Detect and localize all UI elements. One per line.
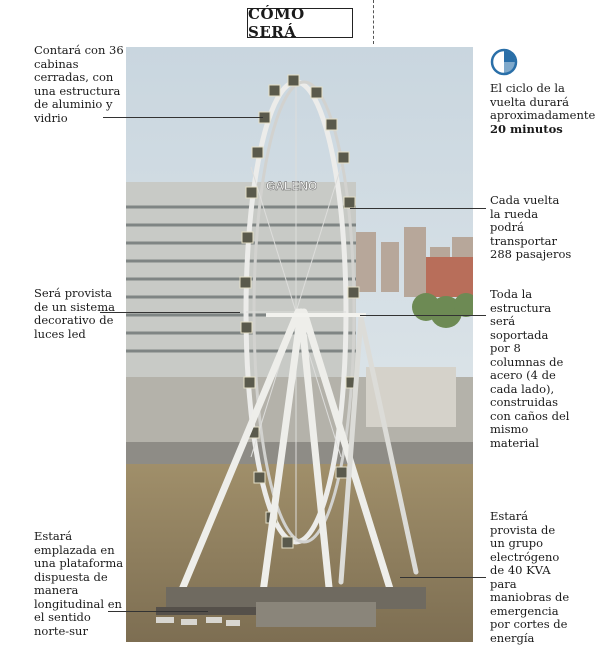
leader-passengers [350, 208, 486, 209]
note-cycle-time: 20 minutos [490, 121, 563, 136]
note-structure [490, 288, 570, 450]
note-generator-text: Estará provista de un grupo electrógeno de 40 KVA para maniobras de emergencia por cortes de energía [490, 509, 570, 645]
red-building [426, 257, 473, 297]
note-passengers [490, 194, 572, 262]
leader-structure [360, 315, 486, 316]
note-platform-text: Estará emplazada en una plataforma dispuesta de manera longitudinal en el sentido norte-sur [34, 529, 124, 638]
note-generator [490, 510, 572, 645]
ferris-wheel-photo [126, 47, 473, 642]
building-sign: GALENO [266, 179, 318, 193]
top-dashed-line [373, 0, 374, 44]
leader-generator [400, 577, 486, 578]
page-title [247, 5, 353, 41]
note-structure-text: Toda la estructura será soportada por 8 columnas de acero (4 de cada lado), construidas con caños del mismo material [490, 287, 570, 450]
leader-platform [108, 611, 208, 612]
note-cycle-text: El ciclo de la vuelta durará aproximadamente [490, 81, 596, 122]
clock-icon [490, 48, 518, 76]
note-leds-text: Será provista de un sistema decorativo de luces led [34, 286, 115, 341]
leader-leds [100, 312, 240, 313]
note-cabins-text: Contará con 36 cabinas cerradas, con una estructura de aluminio y vidrio [34, 43, 124, 125]
note-leds [34, 287, 124, 341]
street [126, 442, 473, 464]
title-text: CÓMO SERÁ [248, 5, 305, 41]
leader-cabins [103, 117, 263, 118]
note-passengers-text: Cada vuelta la rueda podrá transportar 288 pasajeros [490, 193, 572, 261]
note-cabins [34, 44, 124, 125]
note-platform [34, 530, 124, 638]
note-cycle [490, 81, 596, 136]
